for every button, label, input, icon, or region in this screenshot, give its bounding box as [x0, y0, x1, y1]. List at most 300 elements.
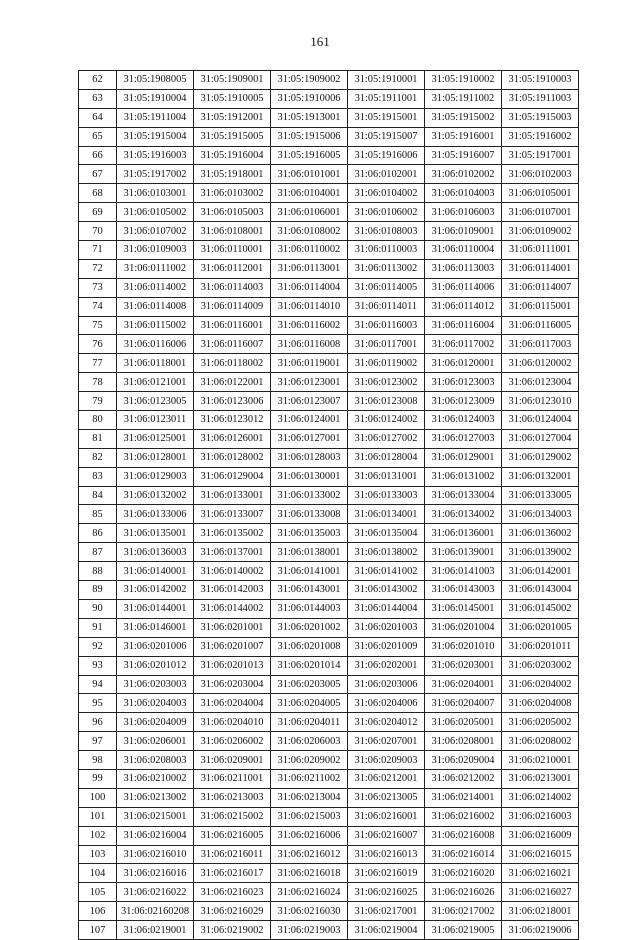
cadastral-code-cell: 31:05:1910001 — [348, 71, 425, 90]
cadastral-code-cell: 31:06:0214001 — [425, 788, 502, 807]
cadastral-code-cell: 31:06:0140002 — [194, 562, 271, 581]
cadastral-code-cell: 31:05:1915007 — [348, 127, 425, 146]
cadastral-code-cell: 31:06:0116004 — [425, 316, 502, 335]
table-row — [79, 902, 579, 921]
cadastral-code-cell: 31:05:1916006 — [348, 146, 425, 165]
table-row — [79, 127, 579, 146]
cadastral-code-cell: 31:06:0115002 — [117, 316, 194, 335]
table-row — [79, 146, 579, 165]
cadastral-code-cell: 31:06:0135002 — [194, 524, 271, 543]
cadastral-code-cell: 31:06:0134001 — [348, 505, 425, 524]
cadastral-code-cell: 31:05:1916005 — [271, 146, 348, 165]
cadastral-code-cell: 31:05:1910002 — [425, 71, 502, 90]
cadastral-code-cell: 31:06:0217001 — [348, 902, 425, 921]
cadastral-code-cell: 31:06:0114005 — [348, 278, 425, 297]
cadastral-code-cell: 31:06:0135001 — [117, 524, 194, 543]
cadastral-code-cell: 31:06:0128004 — [348, 448, 425, 467]
cadastral-code-cell: 31:06:0219003 — [271, 921, 348, 940]
cadastral-code-cell: 31:06:0209002 — [271, 751, 348, 770]
cadastral-code-cell: 31:06:0114001 — [502, 259, 579, 278]
cadastral-code-cell: 31:06:0123003 — [425, 373, 502, 392]
table-row — [79, 637, 579, 656]
row-number-cell: 95 — [79, 694, 117, 713]
cadastral-code-cell: 31:05:1917002 — [117, 165, 194, 184]
cadastral-code-cell: 31:06:0219006 — [502, 921, 579, 940]
cadastral-code-cell: 31:06:0144001 — [117, 599, 194, 618]
cadastral-code-cell: 31:06:0114011 — [348, 297, 425, 316]
cadastral-code-cell: 31:06:0218001 — [502, 902, 579, 921]
cadastral-code-cell: 31:06:0116006 — [117, 335, 194, 354]
row-number-cell: 63 — [79, 89, 117, 108]
cadastral-code-cell: 31:06:0142001 — [502, 562, 579, 581]
cadastral-code-cell: 31:06:0216003 — [502, 807, 579, 826]
cadastral-code-cell: 31:06:0127002 — [348, 429, 425, 448]
cadastral-code-cell: 31:06:0209003 — [348, 751, 425, 770]
cadastral-code-cell: 31:06:0105003 — [194, 203, 271, 222]
row-number-cell: 76 — [79, 335, 117, 354]
row-number-cell: 105 — [79, 883, 117, 902]
cadastral-code-cell: 31:06:0216011 — [194, 845, 271, 864]
row-number-cell: 68 — [79, 184, 117, 203]
cadastral-code-cell: 31:06:0110003 — [348, 241, 425, 260]
cadastral-code-cell: 31:06:0203002 — [502, 656, 579, 675]
cadastral-code-cell: 31:05:1912001 — [194, 108, 271, 127]
cadastral-code-cell: 31:06:0204009 — [117, 713, 194, 732]
cadastral-code-cell: 31:06:0106001 — [271, 203, 348, 222]
row-number-cell: 94 — [79, 675, 117, 694]
row-number-cell: 102 — [79, 826, 117, 845]
cadastral-code-cell: 31:06:0211001 — [194, 769, 271, 788]
cadastral-code-cell: 31:06:0111002 — [117, 259, 194, 278]
cadastral-code-cell: 31:06:0216020 — [425, 864, 502, 883]
table-row — [79, 694, 579, 713]
cadastral-code-cell: 31:06:0142003 — [194, 581, 271, 600]
cadastral-code-cell: 31:06:0111001 — [502, 241, 579, 260]
row-number-cell: 106 — [79, 902, 117, 921]
cadastral-code-cell: 31:05:1916004 — [194, 146, 271, 165]
row-number-cell: 104 — [79, 864, 117, 883]
table-row — [79, 921, 579, 940]
cadastral-code-cell: 31:06:0123004 — [502, 373, 579, 392]
cadastral-code-cell: 31:05:1910005 — [194, 89, 271, 108]
row-number-cell: 96 — [79, 713, 117, 732]
cadastral-code-cell: 31:06:0127001 — [271, 429, 348, 448]
cadastral-code-cell: 31:06:0216015 — [502, 845, 579, 864]
table-row — [79, 486, 579, 505]
table-row — [79, 429, 579, 448]
row-number-cell: 81 — [79, 429, 117, 448]
table-row — [79, 769, 579, 788]
cadastral-code-cell: 31:06:0102003 — [502, 165, 579, 184]
cadastral-code-cell: 31:06:0212002 — [425, 769, 502, 788]
cadastral-code-cell: 31:06:0141002 — [348, 562, 425, 581]
table-row — [79, 505, 579, 524]
table-row — [79, 411, 579, 430]
table-row — [79, 448, 579, 467]
cadastral-code-cell: 31:06:0204006 — [348, 694, 425, 713]
cadastral-code-cell: 31:05:1915005 — [194, 127, 271, 146]
cadastral-code-cell: 31:06:0210002 — [117, 769, 194, 788]
row-number-cell: 93 — [79, 656, 117, 675]
table-row — [79, 562, 579, 581]
row-number-cell: 82 — [79, 448, 117, 467]
cadastral-code-cell: 31:06:0123001 — [271, 373, 348, 392]
cadastral-code-cell: 31:06:0216009 — [502, 826, 579, 845]
cadastral-code-cell: 31:06:0204002 — [502, 675, 579, 694]
cadastral-code-cell: 31:06:0113001 — [271, 259, 348, 278]
cadastral-code-cell: 31:06:0206002 — [194, 732, 271, 751]
cadastral-code-cell: 31:06:0215001 — [117, 807, 194, 826]
cadastral-code-cell: 31:05:1916003 — [117, 146, 194, 165]
row-number-cell: 62 — [79, 71, 117, 90]
cadastral-code-cell: 31:05:1909002 — [271, 71, 348, 90]
cadastral-code-cell: 31:06:0201011 — [502, 637, 579, 656]
table-row — [79, 467, 579, 486]
cadastral-code-cell: 31:06:0133003 — [348, 486, 425, 505]
table-body — [79, 71, 579, 940]
table-row — [79, 71, 579, 90]
cadastral-code-cell: 31:06:0208001 — [425, 732, 502, 751]
cadastral-code-cell: 31:06:0213005 — [348, 788, 425, 807]
table-row — [79, 108, 579, 127]
cadastral-code-cell: 31:06:0201003 — [348, 618, 425, 637]
cadastral-code-cell: 31:06:0123007 — [271, 392, 348, 411]
cadastral-code-cell: 31:06:0216007 — [348, 826, 425, 845]
cadastral-code-cell: 31:06:0118002 — [194, 354, 271, 373]
cadastral-code-cell: 31:06:0129004 — [194, 467, 271, 486]
table-row — [79, 599, 579, 618]
cadastral-code-cell: 31:06:0109001 — [425, 222, 502, 241]
cadastral-code-cell: 31:06:0104001 — [271, 184, 348, 203]
cadastral-code-cell: 31:06:0214002 — [502, 788, 579, 807]
cadastral-code-cell: 31:06:0125001 — [117, 429, 194, 448]
cadastral-code-cell: 31:06:0101001 — [271, 165, 348, 184]
cadastral-code-cell: 31:06:0201002 — [271, 618, 348, 637]
row-number-cell: 88 — [79, 562, 117, 581]
cadastral-code-cell: 31:06:0116008 — [271, 335, 348, 354]
cadastral-code-cell: 31:06:0106002 — [348, 203, 425, 222]
cadastral-code-cell: 31:06:0123010 — [502, 392, 579, 411]
table-row — [79, 883, 579, 902]
row-number-cell: 80 — [79, 411, 117, 430]
cadastral-code-cell: 31:06:0212001 — [348, 769, 425, 788]
cadastral-code-cell: 31:05:1915001 — [348, 108, 425, 127]
cadastral-code-cell: 31:06:0216021 — [502, 864, 579, 883]
cadastral-code-cell: 31:06:0122001 — [194, 373, 271, 392]
cadastral-code-cell: 31:06:0124003 — [425, 411, 502, 430]
cadastral-code-cell: 31:05:1918001 — [194, 165, 271, 184]
cadastral-code-cell: 31:06:0143004 — [502, 581, 579, 600]
cadastral-code-cell: 31:06:0216005 — [194, 826, 271, 845]
row-number-cell: 92 — [79, 637, 117, 656]
cadastral-code-cell: 31:05:1910006 — [271, 89, 348, 108]
cadastral-code-cell: 31:06:0143002 — [348, 581, 425, 600]
table-row — [79, 354, 579, 373]
table-row — [79, 751, 579, 770]
cadastral-code-cell: 31:06:0204005 — [271, 694, 348, 713]
cadastral-code-cell: 31:06:0213003 — [194, 788, 271, 807]
row-number-cell: 74 — [79, 297, 117, 316]
cadastral-code-cell: 31:06:0108001 — [194, 222, 271, 241]
cadastral-code-cell: 31:06:0116005 — [502, 316, 579, 335]
cadastral-code-cell: 31:06:0216029 — [194, 902, 271, 921]
cadastral-code-cell: 31:06:0205002 — [502, 713, 579, 732]
cadastral-code-cell: 31:06:0219001 — [117, 921, 194, 940]
cadastral-code-cell: 31:06:0116003 — [348, 316, 425, 335]
table-row — [79, 373, 579, 392]
cadastral-code-cell: 31:06:0216008 — [425, 826, 502, 845]
cadastral-code-cell: 31:06:0124002 — [348, 411, 425, 430]
cadastral-code-cell: 31:06:0205001 — [425, 713, 502, 732]
row-number-cell: 66 — [79, 146, 117, 165]
cadastral-code-cell: 31:06:0201014 — [271, 656, 348, 675]
cadastral-code-cell: 31:06:0123012 — [194, 411, 271, 430]
cadastral-code-cell: 31:06:0216025 — [348, 883, 425, 902]
cadastral-code-cell: 31:06:0102002 — [425, 165, 502, 184]
cadastral-code-cell: 31:06:0123008 — [348, 392, 425, 411]
row-number-cell: 67 — [79, 165, 117, 184]
cadastral-code-cell: 31:06:0201001 — [194, 618, 271, 637]
cadastral-code-cell: 31:06:0137001 — [194, 543, 271, 562]
cadastral-code-cell: 31:05:1915004 — [117, 127, 194, 146]
cadastral-code-cell: 31:06:0138002 — [348, 543, 425, 562]
row-number-cell: 101 — [79, 807, 117, 826]
cadastral-code-cell: 31:06:0144004 — [348, 599, 425, 618]
cadastral-code-cell: 31:05:1916007 — [425, 146, 502, 165]
row-number-cell: 84 — [79, 486, 117, 505]
cadastral-code-cell: 31:06:0124004 — [502, 411, 579, 430]
cadastral-code-cell: 31:05:1913001 — [271, 108, 348, 127]
cadastral-code-cell: 31:06:0216024 — [271, 883, 348, 902]
cadastral-code-cell: 31:06:0216001 — [348, 807, 425, 826]
row-number-cell: 85 — [79, 505, 117, 524]
table-row — [79, 259, 579, 278]
table-row — [79, 297, 579, 316]
row-number-cell: 73 — [79, 278, 117, 297]
cadastral-code-cell: 31:06:0113003 — [425, 259, 502, 278]
cadastral-code-cell: 31:06:0117001 — [348, 335, 425, 354]
cadastral-code-cell: 31:06:0217002 — [425, 902, 502, 921]
cadastral-code-cell: 31:06:0133008 — [271, 505, 348, 524]
cadastral-code-cell: 31:06:0103001 — [117, 184, 194, 203]
cadastral-code-cell: 31:06:0120001 — [425, 354, 502, 373]
cadastral-code-cell: 31:06:0135003 — [271, 524, 348, 543]
cadastral-code-cell: 31:06:0215002 — [194, 807, 271, 826]
page-number: 161 — [310, 34, 330, 49]
cadastral-code-cell: 31:06:0136003 — [117, 543, 194, 562]
cadastral-code-cell: 31:06:0216016 — [117, 864, 194, 883]
cadastral-code-cell: 31:06:0114004 — [271, 278, 348, 297]
cadastral-code-cell: 31:06:0116001 — [194, 316, 271, 335]
cadastral-code-cell: 31:06:0201005 — [502, 618, 579, 637]
cadastral-code-cell: 31:06:0216023 — [194, 883, 271, 902]
cadastral-code-cell: 31:05:1915006 — [271, 127, 348, 146]
row-number-cell: 86 — [79, 524, 117, 543]
table-row — [79, 392, 579, 411]
row-number-cell: 90 — [79, 599, 117, 618]
cadastral-code-cell: 31:06:0216012 — [271, 845, 348, 864]
cadastral-code-cell: 31:06:0114006 — [425, 278, 502, 297]
table-row — [79, 524, 579, 543]
cadastral-code-cell: 31:06:0213001 — [502, 769, 579, 788]
cadastral-code-cell: 31:06:0216004 — [117, 826, 194, 845]
row-number-cell: 71 — [79, 241, 117, 260]
cadastral-code-cell: 31:06:0116007 — [194, 335, 271, 354]
cadastral-code-cell: 31:06:0143003 — [425, 581, 502, 600]
cadastral-code-cell: 31:06:0204008 — [502, 694, 579, 713]
cadastral-code-cell: 31:05:1909001 — [194, 71, 271, 90]
table-row — [79, 165, 579, 184]
cadastral-code-cell: 31:06:0134002 — [425, 505, 502, 524]
table-row — [79, 656, 579, 675]
cadastral-code-cell: 31:05:1916002 — [502, 127, 579, 146]
cadastral-code-cell: 31:06:0127003 — [425, 429, 502, 448]
cadastral-code-cell: 31:06:0209001 — [194, 751, 271, 770]
table-row — [79, 316, 579, 335]
cadastral-code-cell: 31:06:0201009 — [348, 637, 425, 656]
cadastral-code-cell: 31:06:0132002 — [117, 486, 194, 505]
row-number-cell: 87 — [79, 543, 117, 562]
table-row — [79, 203, 579, 222]
cadastral-code-cell: 31:06:02160208 — [117, 902, 194, 921]
cadastral-code-cell: 31:06:0124001 — [271, 411, 348, 430]
cadastral-code-cell: 31:06:0118001 — [117, 354, 194, 373]
table-row — [79, 222, 579, 241]
cadastral-code-cell: 31:06:0216006 — [271, 826, 348, 845]
cadastral-code-cell: 31:06:0106003 — [425, 203, 502, 222]
cadastral-code-cell: 31:06:0109003 — [117, 241, 194, 260]
row-number-cell: 79 — [79, 392, 117, 411]
cadastral-code-cell: 31:06:0143001 — [271, 581, 348, 600]
cadastral-code-cell: 31:06:0130001 — [271, 467, 348, 486]
row-number-cell: 65 — [79, 127, 117, 146]
cadastral-code-cell: 31:06:0107002 — [117, 222, 194, 241]
cadastral-code-cell: 31:06:0216022 — [117, 883, 194, 902]
cadastral-code-cell: 31:06:0129003 — [117, 467, 194, 486]
row-number-cell: 75 — [79, 316, 117, 335]
row-number-cell: 100 — [79, 788, 117, 807]
cadastral-code-cell: 31:06:0133007 — [194, 505, 271, 524]
cadastral-code-cell: 31:06:0116002 — [271, 316, 348, 335]
cadastral-code-cell: 31:06:0133001 — [194, 486, 271, 505]
table-row — [79, 241, 579, 260]
cadastral-code-cell: 31:05:1908005 — [117, 71, 194, 90]
cadastral-code-cell: 31:06:0104002 — [348, 184, 425, 203]
table-row — [79, 788, 579, 807]
row-number-cell: 77 — [79, 354, 117, 373]
row-number-cell: 64 — [79, 108, 117, 127]
cadastral-code-cell: 31:05:1911001 — [348, 89, 425, 108]
cadastral-code-cell: 31:06:0202001 — [348, 656, 425, 675]
table-row — [79, 335, 579, 354]
cadastral-code-cell: 31:06:0120002 — [502, 354, 579, 373]
cadastral-code-cell: 31:06:0128002 — [194, 448, 271, 467]
cadastral-code-cell: 31:06:0201010 — [425, 637, 502, 656]
cadastral-code-cell: 31:06:0114003 — [194, 278, 271, 297]
cadastral-code-cell: 31:06:0109002 — [502, 222, 579, 241]
table-row — [79, 543, 579, 562]
cadastral-code-cell: 31:05:1910003 — [502, 71, 579, 90]
cadastral-code-cell: 31:06:0207001 — [348, 732, 425, 751]
cadastral-code-cell: 31:06:0117002 — [425, 335, 502, 354]
cadastral-code-cell: 31:06:0113002 — [348, 259, 425, 278]
cadastral-code-cell: 31:06:0110001 — [194, 241, 271, 260]
cadastral-code-cell: 31:06:0204011 — [271, 713, 348, 732]
cadastral-code-cell: 31:06:0216014 — [425, 845, 502, 864]
cadastral-code-cell: 31:06:0201008 — [271, 637, 348, 656]
cadastral-code-cell: 31:06:0114002 — [117, 278, 194, 297]
cadastral-code-cell: 31:06:0209004 — [425, 751, 502, 770]
cadastral-code-cell: 31:06:0216018 — [271, 864, 348, 883]
row-number-cell: 70 — [79, 222, 117, 241]
cadastral-code-cell: 31:06:0108003 — [348, 222, 425, 241]
cadastral-code-cell: 31:06:0204010 — [194, 713, 271, 732]
cadastral-code-cell: 31:05:1911004 — [117, 108, 194, 127]
table-row — [79, 732, 579, 751]
cadastral-code-cell: 31:06:0103002 — [194, 184, 271, 203]
table-row — [79, 864, 579, 883]
cadastral-code-cell: 31:06:0216019 — [348, 864, 425, 883]
cadastral-code-cell: 31:06:0112001 — [194, 259, 271, 278]
row-number-cell: 83 — [79, 467, 117, 486]
cadastral-code-cell: 31:06:0208003 — [117, 751, 194, 770]
cadastral-code-cell: 31:06:0208002 — [502, 732, 579, 751]
cadastral-code-cell: 31:06:0119001 — [271, 354, 348, 373]
cadastral-code-cell: 31:06:0201006 — [117, 637, 194, 656]
cadastral-code-cell: 31:06:0203003 — [117, 675, 194, 694]
cadastral-code-cell: 31:06:0129002 — [502, 448, 579, 467]
table-row — [79, 713, 579, 732]
cadastral-code-cell: 31:06:0123006 — [194, 392, 271, 411]
cadastral-code-cell: 31:06:0108002 — [271, 222, 348, 241]
cadastral-code-cell: 31:05:1917001 — [502, 146, 579, 165]
cadastral-code-cell: 31:06:0201004 — [425, 618, 502, 637]
cadastral-code-cell: 31:06:0204004 — [194, 694, 271, 713]
cadastral-code-cell: 31:06:0144002 — [194, 599, 271, 618]
cadastral-code-cell: 31:06:0114010 — [271, 297, 348, 316]
row-number-cell: 91 — [79, 618, 117, 637]
cadastral-code-cell: 31:06:0203004 — [194, 675, 271, 694]
cadastral-code-cell: 31:06:0141001 — [271, 562, 348, 581]
cadastral-code-cell: 31:06:0216027 — [502, 883, 579, 902]
table-row — [79, 845, 579, 864]
row-number-cell: 72 — [79, 259, 117, 278]
cadastral-code-cell: 31:06:0131001 — [348, 467, 425, 486]
cadastral-code-cell: 31:06:0206001 — [117, 732, 194, 751]
table-row — [79, 675, 579, 694]
cadastral-code-cell: 31:06:0204012 — [348, 713, 425, 732]
table-row — [79, 278, 579, 297]
cadastral-code-cell: 31:06:0105002 — [117, 203, 194, 222]
cadastral-code-cell: 31:06:0216030 — [271, 902, 348, 921]
row-number-cell: 78 — [79, 373, 117, 392]
table-row — [79, 618, 579, 637]
cadastral-code-cell: 31:06:0144003 — [271, 599, 348, 618]
cadastral-code-cell: 31:05:1916001 — [425, 127, 502, 146]
cadastral-code-cell: 31:06:0110002 — [271, 241, 348, 260]
cadastral-code-cell: 31:06:0138001 — [271, 543, 348, 562]
cadastral-code-cell: 31:06:0136002 — [502, 524, 579, 543]
cadastral-code-cell: 31:06:0145001 — [425, 599, 502, 618]
row-number-cell: 107 — [79, 921, 117, 940]
cadastral-code-cell: 31:06:0135004 — [348, 524, 425, 543]
cadastral-code-cell: 31:06:0110004 — [425, 241, 502, 260]
cadastral-code-cell: 31:06:0117003 — [502, 335, 579, 354]
cadastral-code-cell: 31:06:0114012 — [425, 297, 502, 316]
cadastral-code-cell: 31:06:0134003 — [502, 505, 579, 524]
cadastral-code-cell: 31:06:0216026 — [425, 883, 502, 902]
cadastral-code-cell: 31:06:0201013 — [194, 656, 271, 675]
